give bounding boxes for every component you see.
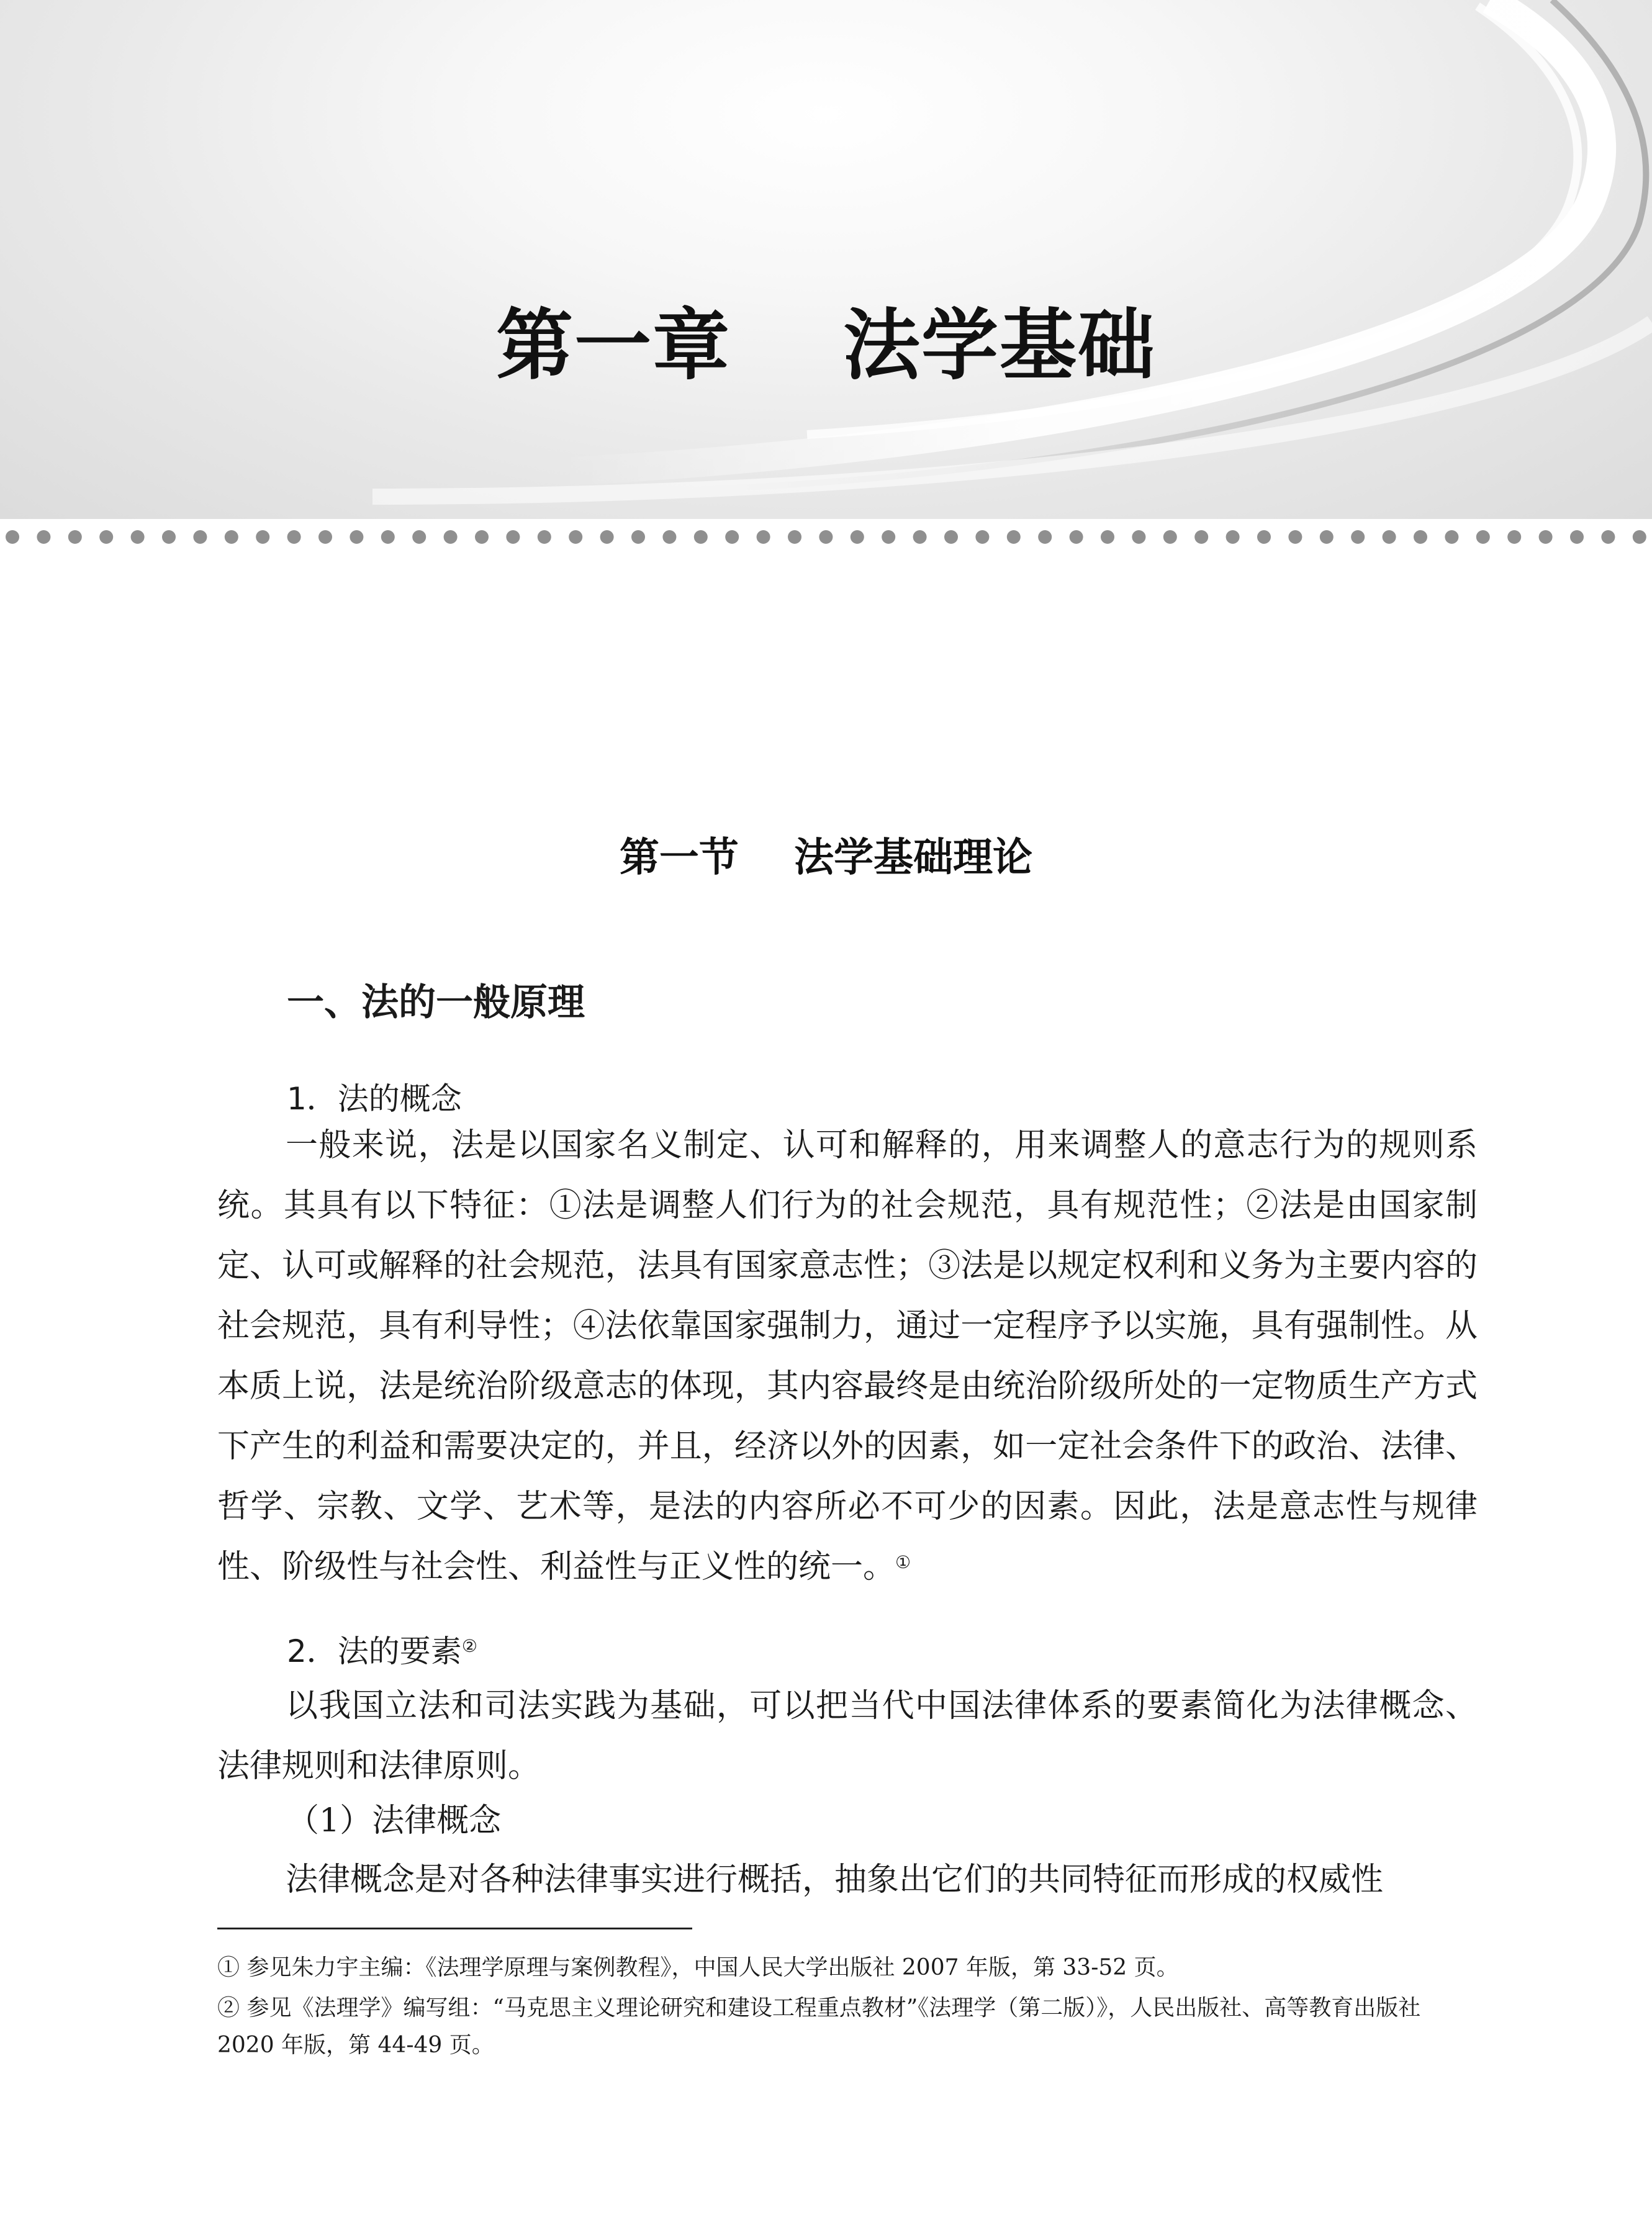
paragraph-legal-concept bbox=[217, 1850, 1478, 1910]
divider-dot bbox=[1507, 530, 1521, 544]
divider-dot bbox=[1351, 530, 1365, 544]
divider-dot bbox=[444, 530, 458, 544]
divider-dot bbox=[600, 530, 614, 544]
divider-dot bbox=[318, 530, 332, 544]
chapter-title: 第一章 法学基础 bbox=[496, 301, 1156, 390]
divider-dot bbox=[68, 530, 82, 544]
paragraph-text: 一般来说，法是以国家名义制定、认可和解释的，用来调整人的意志行为的规则系统。其具有以下特征：①法是调整人们行为的社会规范，具有规范性；②法是由国家制定、认可或解释的社会规范，法具有国家意志性；③法是以规定权利和义务为主要内容的社会规范，具有利导性；④法依靠国家强制力，通过一定程序予以实施，具有强制性。从本质上说，法是统治阶级意志的体现，其内容最终是由统治阶级所处的一定物质生产方式下产生的利益和需要决定的，并且，经济以外的因素，如一定社会条件下的政治、法律、哲学、宗教、文学、艺术等，是法的内容所必不可少的因素。因此，法是意志性与规律性、阶级性与社会性、利益性与正义性的统一。 bbox=[217, 1127, 1478, 1586]
divider-dot bbox=[694, 530, 708, 544]
divider-dot bbox=[1132, 530, 1145, 544]
divider-dot bbox=[1257, 530, 1271, 544]
divider-dot bbox=[757, 530, 770, 544]
divider-dot bbox=[1414, 530, 1427, 544]
dotted-divider bbox=[0, 528, 1652, 546]
divider-dot bbox=[1570, 530, 1584, 544]
divider-dot bbox=[412, 530, 426, 544]
divider-dot bbox=[1320, 530, 1334, 544]
divider-dot bbox=[1383, 530, 1396, 544]
divider-dot bbox=[1226, 530, 1240, 544]
divider-dot bbox=[99, 530, 113, 544]
divider-dot bbox=[1007, 530, 1021, 544]
divider-dot bbox=[631, 530, 645, 544]
divider-dot bbox=[1163, 530, 1177, 544]
divider-dot bbox=[819, 530, 833, 544]
divider-dot bbox=[1445, 530, 1458, 544]
part-heading: 一、法的一般原理 bbox=[287, 981, 585, 1024]
divider-dot bbox=[162, 530, 176, 544]
divider-dot bbox=[37, 530, 50, 544]
divider-dot bbox=[1633, 530, 1646, 544]
divider-dot bbox=[538, 530, 551, 544]
divider-dot bbox=[569, 530, 582, 544]
subsection-heading-elements bbox=[287, 1626, 477, 1676]
divider-dot bbox=[131, 530, 145, 544]
paragraph-text: 以我国立法和司法实践为基础，可以把当代中国法律体系的要素简化为法律概念、法律规则和法律原则。 bbox=[217, 1687, 1478, 1785]
subsection-heading-text: 2．法的要素 bbox=[287, 1633, 462, 1669]
divider-dot bbox=[1070, 530, 1083, 544]
paragraph-law-elements bbox=[217, 1676, 1478, 1797]
subsection-heading-text: 1．法的概念 bbox=[287, 1081, 462, 1117]
divider-dot bbox=[381, 530, 395, 544]
divider-dot bbox=[662, 530, 676, 544]
divider-dot bbox=[944, 530, 958, 544]
divider-dot bbox=[350, 530, 363, 544]
divider-dot bbox=[225, 530, 238, 544]
divider-dot bbox=[475, 530, 489, 544]
chapter-header-band bbox=[0, 0, 1652, 519]
section-title: 第一节 法学基础理论 bbox=[619, 835, 1033, 881]
divider-dot bbox=[788, 530, 801, 544]
decorative-swoosh-graphic bbox=[0, 0, 1652, 519]
footnote-ref-1[interactable]: ① bbox=[895, 1552, 911, 1572]
divider-dot bbox=[1101, 530, 1114, 544]
subitem-heading-legal-concept: （1）法律概念 bbox=[287, 1802, 502, 1839]
divider-dot bbox=[193, 530, 207, 544]
footnote-2: ② 参见《法理学》编写组：“马克思主义理论研究和建设工程重点教材”《法理学（第二版）》，人民出版社、高等教育出版社 2020 年版，第 44-49 页。 bbox=[217, 1995, 1421, 2058]
divider-dot bbox=[1194, 530, 1208, 544]
divider-dot bbox=[851, 530, 864, 544]
paragraph-law-concept bbox=[217, 1116, 1478, 1597]
divider-dot bbox=[1601, 530, 1615, 544]
divider-dot bbox=[913, 530, 927, 544]
divider-dot bbox=[725, 530, 739, 544]
divider-dot bbox=[1539, 530, 1553, 544]
footnote-1: ① 参见朱力宇主编：《法理学原理与案例教程》，中国人民大学出版社 2007 年版，第 33-52 页。 bbox=[217, 1955, 1179, 1980]
paragraph-text: 法律概念是对各种法律事实进行概括，抽象出它们的共同特征而形成的权威性 bbox=[286, 1861, 1384, 1898]
footnote-ref-2[interactable]: ② bbox=[461, 1636, 477, 1656]
divider-dot bbox=[1288, 530, 1302, 544]
divider-dot bbox=[1476, 530, 1490, 544]
divider-dot bbox=[1038, 530, 1052, 544]
divider-dot bbox=[975, 530, 989, 544]
divider-dot bbox=[287, 530, 301, 544]
divider-dot bbox=[256, 530, 269, 544]
divider-dot bbox=[882, 530, 895, 544]
footnote-separator bbox=[217, 1928, 692, 1929]
divider-dot bbox=[6, 530, 19, 544]
divider-dot bbox=[506, 530, 520, 544]
